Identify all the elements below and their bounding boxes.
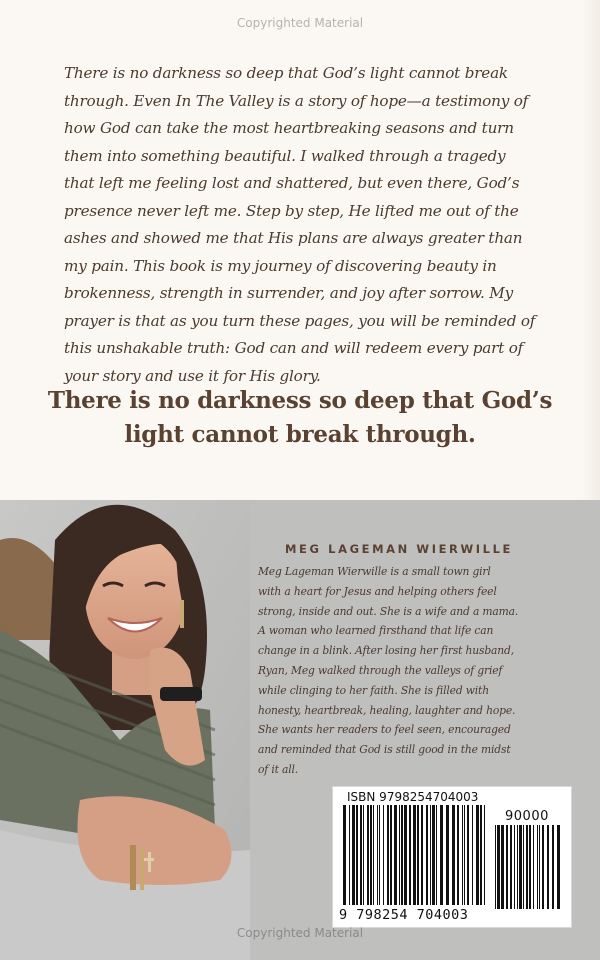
barcode-bars (341, 805, 491, 907)
barcode-bar (356, 805, 358, 905)
barcode-bar (360, 805, 362, 905)
author-bio (258, 562, 540, 780)
barcode-addon-bars (493, 825, 561, 909)
barcode-bar (373, 805, 374, 905)
barcode-bar (484, 805, 485, 905)
barcode-bar (394, 805, 397, 905)
barcode-bar (501, 825, 504, 909)
author-name: MEG LAGEMAN WIERWILLE (285, 542, 513, 556)
barcode-bar (399, 805, 400, 905)
barcode-bar (476, 805, 479, 905)
barcode-bar (526, 825, 528, 909)
barcode-bar (379, 805, 380, 905)
bio-line: She wants her readers to feel seen, encouraged (258, 723, 511, 737)
copyright-watermark-top: Copyrighted Material (236, 16, 364, 30)
barcode-bar (529, 825, 531, 909)
barcode-bar (349, 805, 350, 905)
barcode-bar (343, 805, 346, 905)
barcode-bar (440, 805, 443, 905)
barcode-bar (480, 805, 482, 905)
barcode-bar (352, 805, 355, 905)
bio-line: change in a blink. After losing her first husband, (258, 644, 514, 658)
barcode-bar (446, 805, 449, 905)
barcode-bar (517, 825, 518, 909)
spine-edge (582, 0, 600, 500)
barcode-bar (533, 825, 534, 909)
blurb-line: this unshakable truth: God can and will redeem every part of (64, 339, 524, 357)
barcode-bar (370, 805, 372, 905)
barcode-bar (377, 805, 378, 905)
blurb-line: them into something beautiful. I walked through a tragedy (64, 146, 506, 165)
barcode-bar (467, 805, 469, 905)
barcode-bar (387, 805, 389, 905)
barcode-bar (514, 825, 515, 909)
barcode-bar (497, 825, 500, 909)
blurb-line: your story and use it for His glory. (64, 366, 321, 385)
blurb-line: how God can take the most heartbreaking seasons and turn (64, 119, 514, 137)
pull-quote (40, 384, 560, 452)
barcode-bar (436, 805, 437, 905)
bio-line: of it all. (258, 762, 299, 776)
blurb-line: ashes and showed me that His plans are always greater than (64, 229, 523, 247)
back-cover-blurb (64, 60, 542, 390)
author-photo-illustration (0, 500, 250, 960)
barcode-bar (523, 825, 524, 909)
bio-line: Meg Lageman Wierwille is a small town girl (258, 565, 491, 578)
barcode-bar (367, 805, 369, 905)
isbn-digits: 9 798254 704003 (339, 907, 469, 923)
barcode-bar (457, 805, 459, 905)
barcode-bar (519, 825, 522, 909)
bio-line: while clinging to her faith. She is filled with (258, 683, 489, 697)
blurb-line: There is no darkness so deep that God’s light cannot break (64, 64, 508, 82)
blurb-line: presence never left me. Step by step, He lifted me out of the (64, 201, 519, 220)
blurb-line: that left me feeling lost and shattered, but even there, God’s (64, 174, 520, 192)
bio-line: strong, inside and out. She is a wife and a mama. (258, 604, 519, 618)
barcode-bar (542, 825, 544, 909)
bio-line: A woman who learned firsthand that life can (258, 624, 494, 638)
barcode-bar (363, 805, 364, 905)
isbn-label: ISBN 9798254704003 (347, 790, 479, 804)
bio-line: with a heart for Jesus and helping others feel (258, 584, 497, 598)
barcode-bar (383, 805, 384, 905)
bio-line: Ryan, Meg walked through the valleys of grief (258, 663, 503, 677)
pull-quote-line: light cannot break through. (124, 421, 476, 448)
barcode-bar (539, 825, 540, 909)
blurb-line: my pain. This book is my journey of discovering beauty in (64, 256, 497, 275)
barcode-bar (426, 805, 428, 905)
barcode-bar (557, 825, 560, 909)
barcode-bar (390, 805, 392, 905)
barcode-bar (413, 805, 416, 905)
price-code: 90000 (505, 809, 549, 824)
barcode-bar (432, 805, 435, 905)
barcode-bar (547, 825, 549, 909)
barcode-bar (409, 805, 411, 905)
blurb-line: through. Even In The Valley is a story of hope—a testimony of (64, 91, 529, 110)
barcode-bar (506, 825, 508, 909)
barcode-bar (472, 805, 473, 905)
barcode-bar (510, 825, 512, 909)
copyright-watermark-bottom: Copyrighted Material (236, 926, 364, 940)
barcode-bar (401, 805, 403, 905)
blurb-line: prayer is that as you turn these pages, you will be reminded of (64, 311, 536, 330)
barcode-bar (537, 825, 538, 909)
pull-quote-line: There is no darkness so deep that God’s (47, 387, 553, 414)
barcode-bar (430, 805, 431, 905)
bio-line: honesty, heartbreak, healing, laughter and hope. (258, 703, 516, 717)
barcode-bar (464, 805, 465, 905)
bio-line: and reminded that God is still good in the midst (258, 743, 511, 757)
barcode-bar (452, 805, 455, 905)
barcode-bar (462, 805, 463, 905)
blurb-line: brokenness, strength in surrender, and joy after sorrow. My (64, 284, 514, 302)
barcode-bar (404, 805, 407, 905)
author-photo (0, 500, 250, 960)
barcode-bar (495, 825, 496, 909)
barcode-bar (552, 825, 554, 909)
barcode-bar (417, 805, 419, 905)
isbn-barcode (332, 786, 572, 928)
barcode-bar (421, 805, 423, 905)
